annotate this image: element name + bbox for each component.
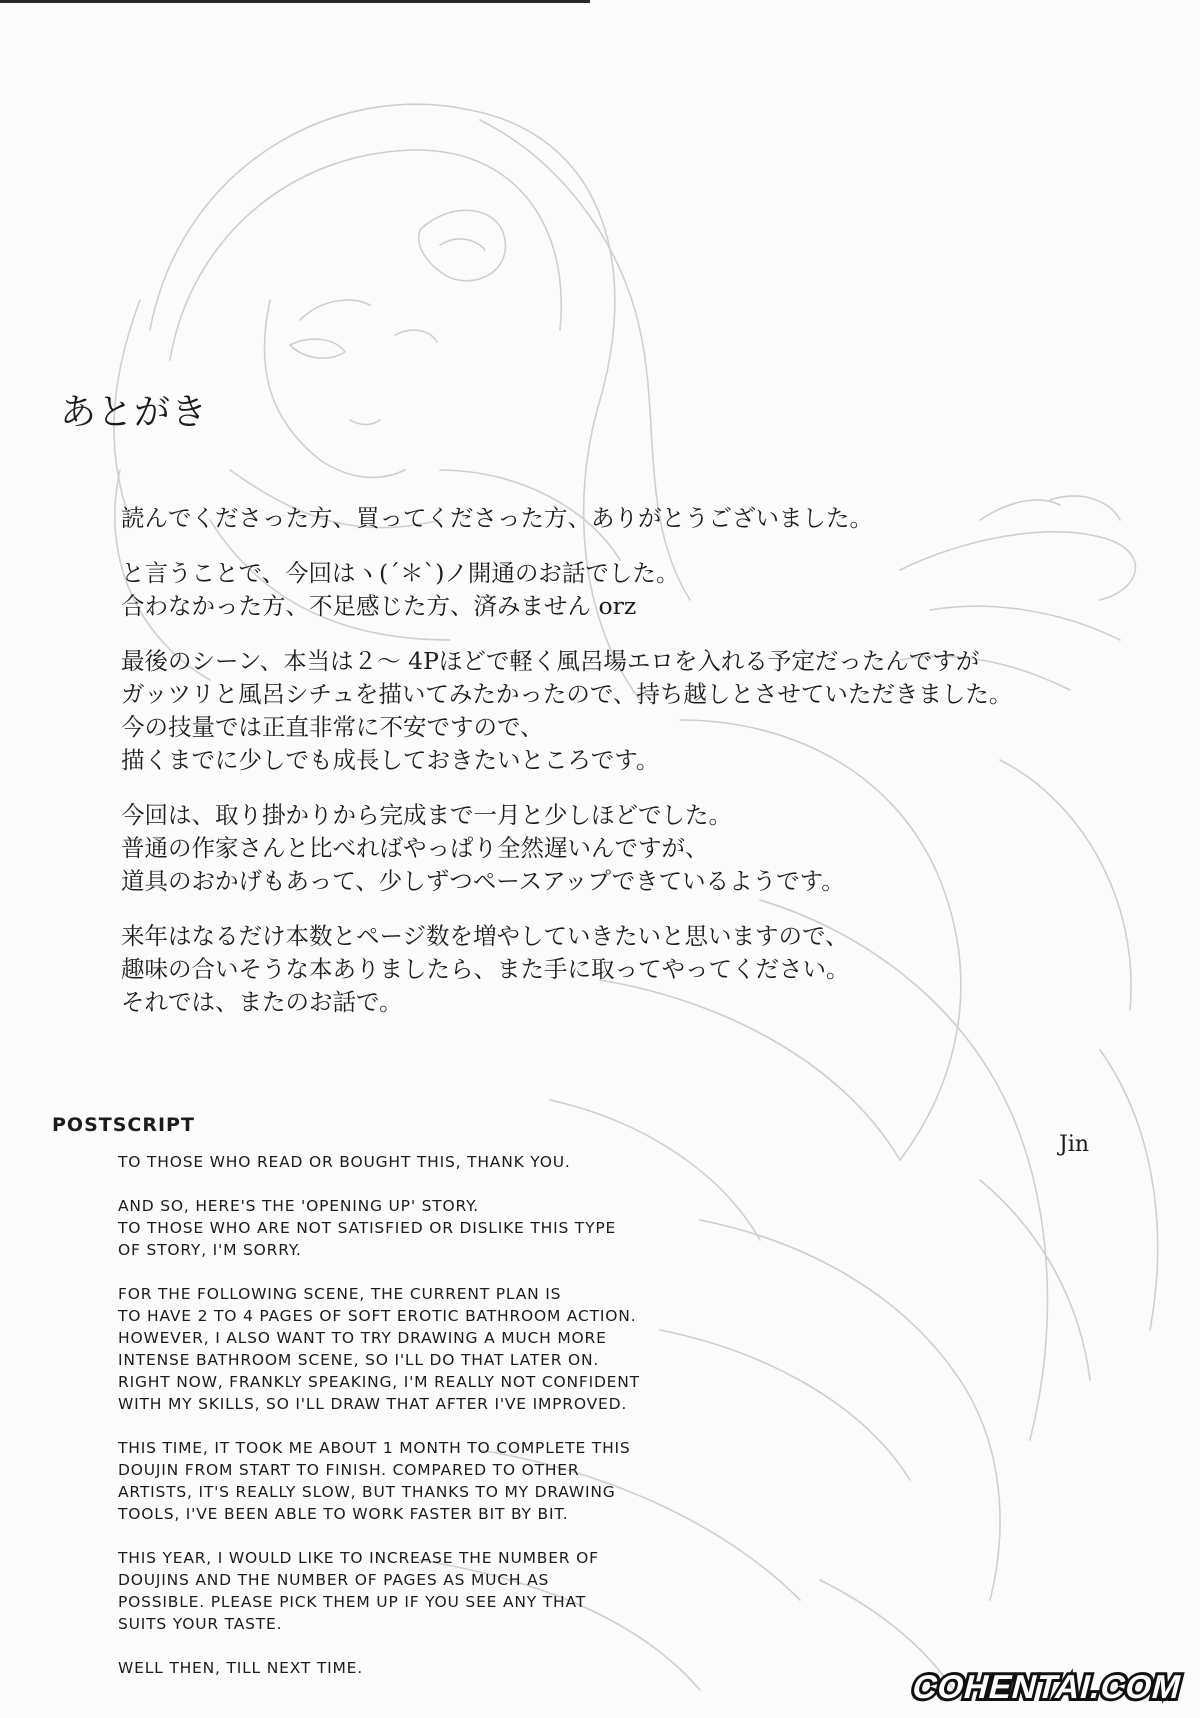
postscript-line: THIS YEAR, I WOULD LIKE TO INCREASE THE NUMBER OF	[118, 1549, 599, 1567]
afterword-line: 今回は、取り掛かりから完成まで一月と少しほどでした。	[121, 801, 732, 829]
postscript-paragraph	[118, 1283, 1018, 1415]
afterword-line: と言うことで、今回はヽ(´＊`)ノ開通のお話でした。	[121, 559, 680, 587]
afterword-line: それでは、またのお話で。	[121, 988, 403, 1016]
afterword-line: 来年はなるだけ本数とページ数を増やしていきたいと思いますので、	[121, 922, 849, 950]
postscript-body	[118, 1151, 1018, 1701]
author-signature: Jin	[1059, 1132, 1090, 1157]
afterword-title: あとがき	[60, 392, 209, 433]
postscript-line: TO THOSE WHO ARE NOT SATISFIED OR DISLIKE THIS TYPE	[118, 1219, 617, 1237]
postscript-paragraph	[118, 1437, 1018, 1525]
postscript-line: INTENSE BATHROOM SCENE, SO I'LL DO THAT LATER ON.	[118, 1351, 600, 1369]
postscript-paragraph	[118, 1547, 1018, 1635]
postscript-line: TOOLS, I'VE BEEN ABLE TO WORK FASTER BIT BY BIT.	[118, 1505, 569, 1523]
postscript-line: THIS TIME, IT TOOK ME ABOUT 1 MONTH TO COMPLETE THIS	[118, 1439, 631, 1457]
postscript-line: DOUJINS AND THE NUMBER OF PAGES AS MUCH AS	[118, 1571, 550, 1589]
postscript-line: FOR THE FOLLOWING SCENE, THE CURRENT PLAN IS	[118, 1285, 562, 1303]
postscript-line: POSSIBLE. PLEASE PICK THEM UP IF YOU SEE ANY THAT	[118, 1593, 586, 1611]
afterword-paragraph	[121, 502, 1121, 535]
postscript-line: WELL THEN, TILL NEXT TIME.	[118, 1659, 363, 1677]
afterword-line: 読んでくださった方、買ってくださった方、ありがとうございました。	[121, 504, 873, 532]
postscript-paragraph	[118, 1195, 1018, 1261]
postscript-line: TO THOSE WHO READ OR BOUGHT THIS, THANK YOU.	[118, 1153, 571, 1171]
postscript-line: TO HAVE 2 TO 4 PAGES OF SOFT EROTIC BATHROOM ACTION.	[118, 1307, 637, 1325]
afterword-line: 今の技量では正直非常に不安ですので、	[121, 713, 544, 741]
afterword-line: 合わなかった方、不足感じた方、済みません orz	[121, 592, 637, 620]
postscript-line: OF STORY, I'M SORRY.	[118, 1241, 302, 1259]
postscript-line: HOWEVER, I ALSO WANT TO TRY DRAWING A MUCH MORE	[118, 1329, 607, 1347]
afterword-line: 趣味の合いそうな本ありましたら、また手に取ってやってください。	[121, 955, 850, 983]
postscript-line: RIGHT NOW, FRANKLY SPEAKING, I'M REALLY NOT CONFIDENT	[118, 1373, 640, 1391]
postscript-line: WITH MY SKILLS, SO I'LL DRAW THAT AFTER I'VE IMPROVED.	[118, 1395, 628, 1413]
watermark-text: COHENTAI.COM	[908, 1669, 1186, 1706]
site-watermark-logo	[894, 1660, 1192, 1710]
afterword-paragraph	[121, 557, 1121, 623]
postscript-line: SUITS YOUR TASTE.	[118, 1615, 283, 1633]
afterword-line: ガッツリと風呂シチュを描いてみたかったので、持ち越しとさせていただきました。	[121, 680, 1013, 708]
afterword-line: 最後のシーン、本当は２～ 4Pほどで軽く風呂場エロを入れる予定だったんですが	[121, 647, 980, 675]
afterword-body	[121, 502, 1121, 1041]
postscript-line: DOUJIN FROM START TO FINISH. COMPARED TO OTHER	[118, 1461, 580, 1479]
afterword-line: 道具のおかげもあって、少しずつペースアップできているようです。	[121, 867, 845, 895]
afterword-line: 描くまでに少しでも成長しておきたいところです。	[121, 746, 660, 774]
afterword-paragraph	[121, 799, 1121, 898]
postscript-heading: POSTSCRIPT	[52, 1114, 195, 1136]
postscript-line: ARTISTS, IT'S REALLY SLOW, BUT THANKS TO MY DRAWING	[118, 1483, 616, 1501]
afterword-paragraph	[121, 645, 1121, 777]
postscript-paragraph	[118, 1657, 1018, 1679]
afterword-line: 普通の作家さんと比べればやっぱり全然遅いんですが、	[121, 834, 709, 862]
afterword-paragraph	[121, 920, 1121, 1019]
postscript-line: AND SO, HERE'S THE 'OPENING UP' STORY.	[118, 1197, 479, 1215]
postscript-paragraph	[118, 1151, 1018, 1173]
